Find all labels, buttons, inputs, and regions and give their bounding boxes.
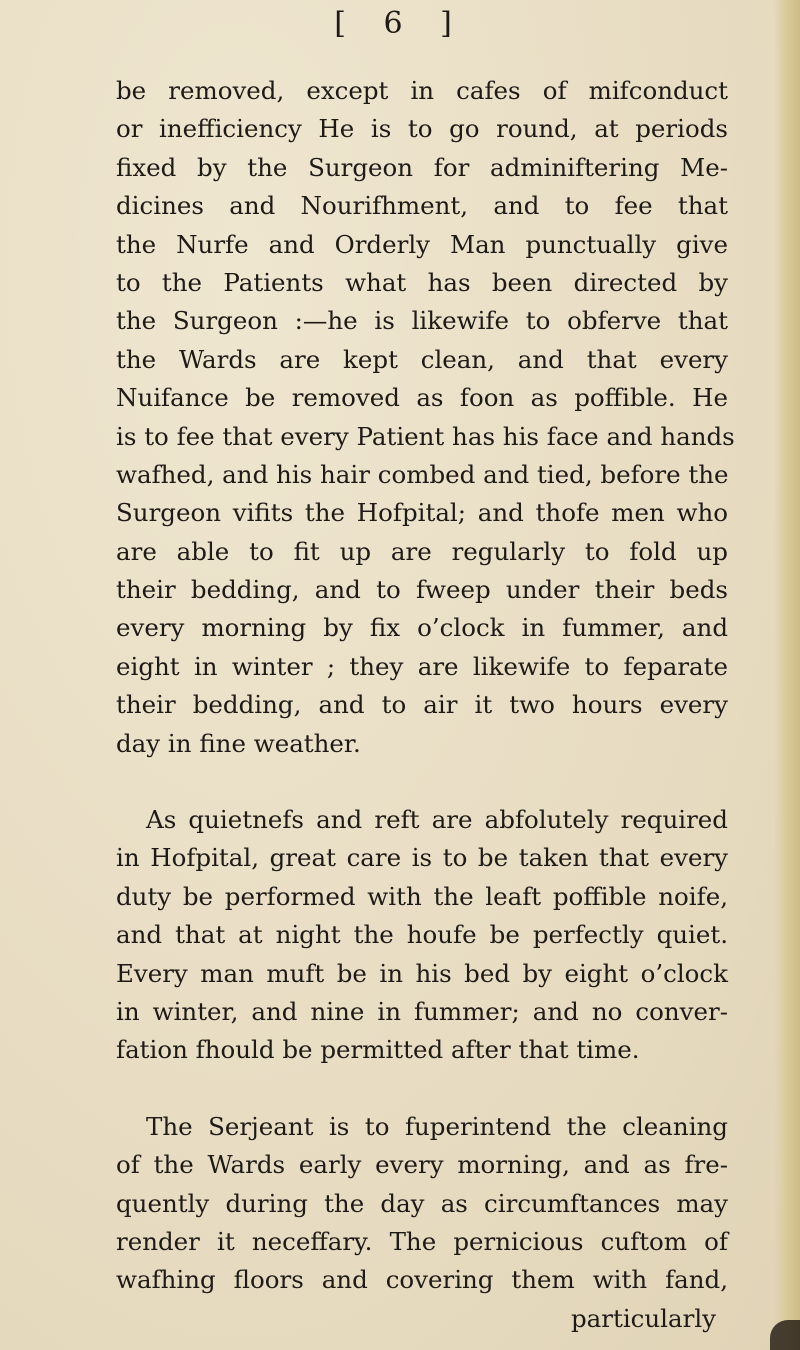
text-line: of the Wards early every morning, and as fre- (116, 1150, 728, 1180)
text-line: fixed by the Surgeon for adminiftering Me- (116, 152, 728, 182)
text-line: and that at night the houfe be perfectly quiet. (116, 920, 728, 950)
text-line: render it neceffary. The pernicious cuftom of (116, 1226, 728, 1256)
page-number-header (0, 6, 800, 41)
text-line: Nuifance be removed as foon as poffible. He (116, 383, 728, 413)
text-line: are able to fit up are regularly to fold up (116, 536, 728, 566)
page-number: [ 6 ] (334, 6, 466, 41)
text-line: fation fhould be permitted after that time. (116, 1035, 640, 1065)
text-line: day in fine weather. (116, 728, 361, 758)
text-line: wafhing floors and covering them with fand, (116, 1265, 728, 1295)
text-line: in winter, and nine in fummer; and no conver- (116, 996, 728, 1026)
text-line: The Serjeant is to fuperintend the cleaning (146, 1111, 728, 1141)
text-line: every morning by fix o’clock in fummer, and (116, 613, 728, 643)
text-line: Surgeon vifits the Hofpital; and thofe men who (116, 498, 728, 528)
text-line: eight in winter ; they are likewife to feparate (116, 651, 728, 681)
text-line: quently during the day as circumftances may (116, 1188, 728, 1218)
text-line: As quietnefs and reft are abfolutely required (146, 805, 728, 835)
catchword: particularly (570, 1303, 716, 1333)
text-line: the Wards are kept clean, and that every (116, 344, 728, 374)
text-line: wafhed, and his hair combed and tied, before the (116, 459, 729, 489)
body-text (116, 72, 735, 1338)
paragraph-gap (116, 763, 728, 801)
text-line: their bedding, and to fweep under their beds (116, 575, 728, 605)
text-line: the Surgeon :—he is likewife to obferve that (116, 306, 728, 336)
text-line: the Nurfe and Orderly Man punctually give (116, 229, 728, 259)
text-line: Every man muft be in his bed by eight o’clock (116, 958, 728, 988)
page-edge (774, 0, 800, 1350)
text-line: to the Patients what has been directed by (116, 267, 728, 297)
paragraph-gap (116, 1070, 728, 1108)
corner-shadow (770, 1320, 800, 1350)
text-line: in Hofpital, great care is to be taken that every (116, 843, 728, 873)
text-line: duty be performed with the leaft poffible noife, (116, 881, 728, 911)
text-line: or inefficiency He is to go round, at periods (116, 114, 728, 144)
text-line: their bedding, and to air it two hours every (116, 690, 728, 720)
text-line: be removed, except in cafes of mifconduct (116, 76, 728, 105)
text-line: is to fee that every Patient has his face and hands (116, 421, 735, 451)
text-line: dicines and Nourifhment, and to fee that (116, 191, 728, 221)
